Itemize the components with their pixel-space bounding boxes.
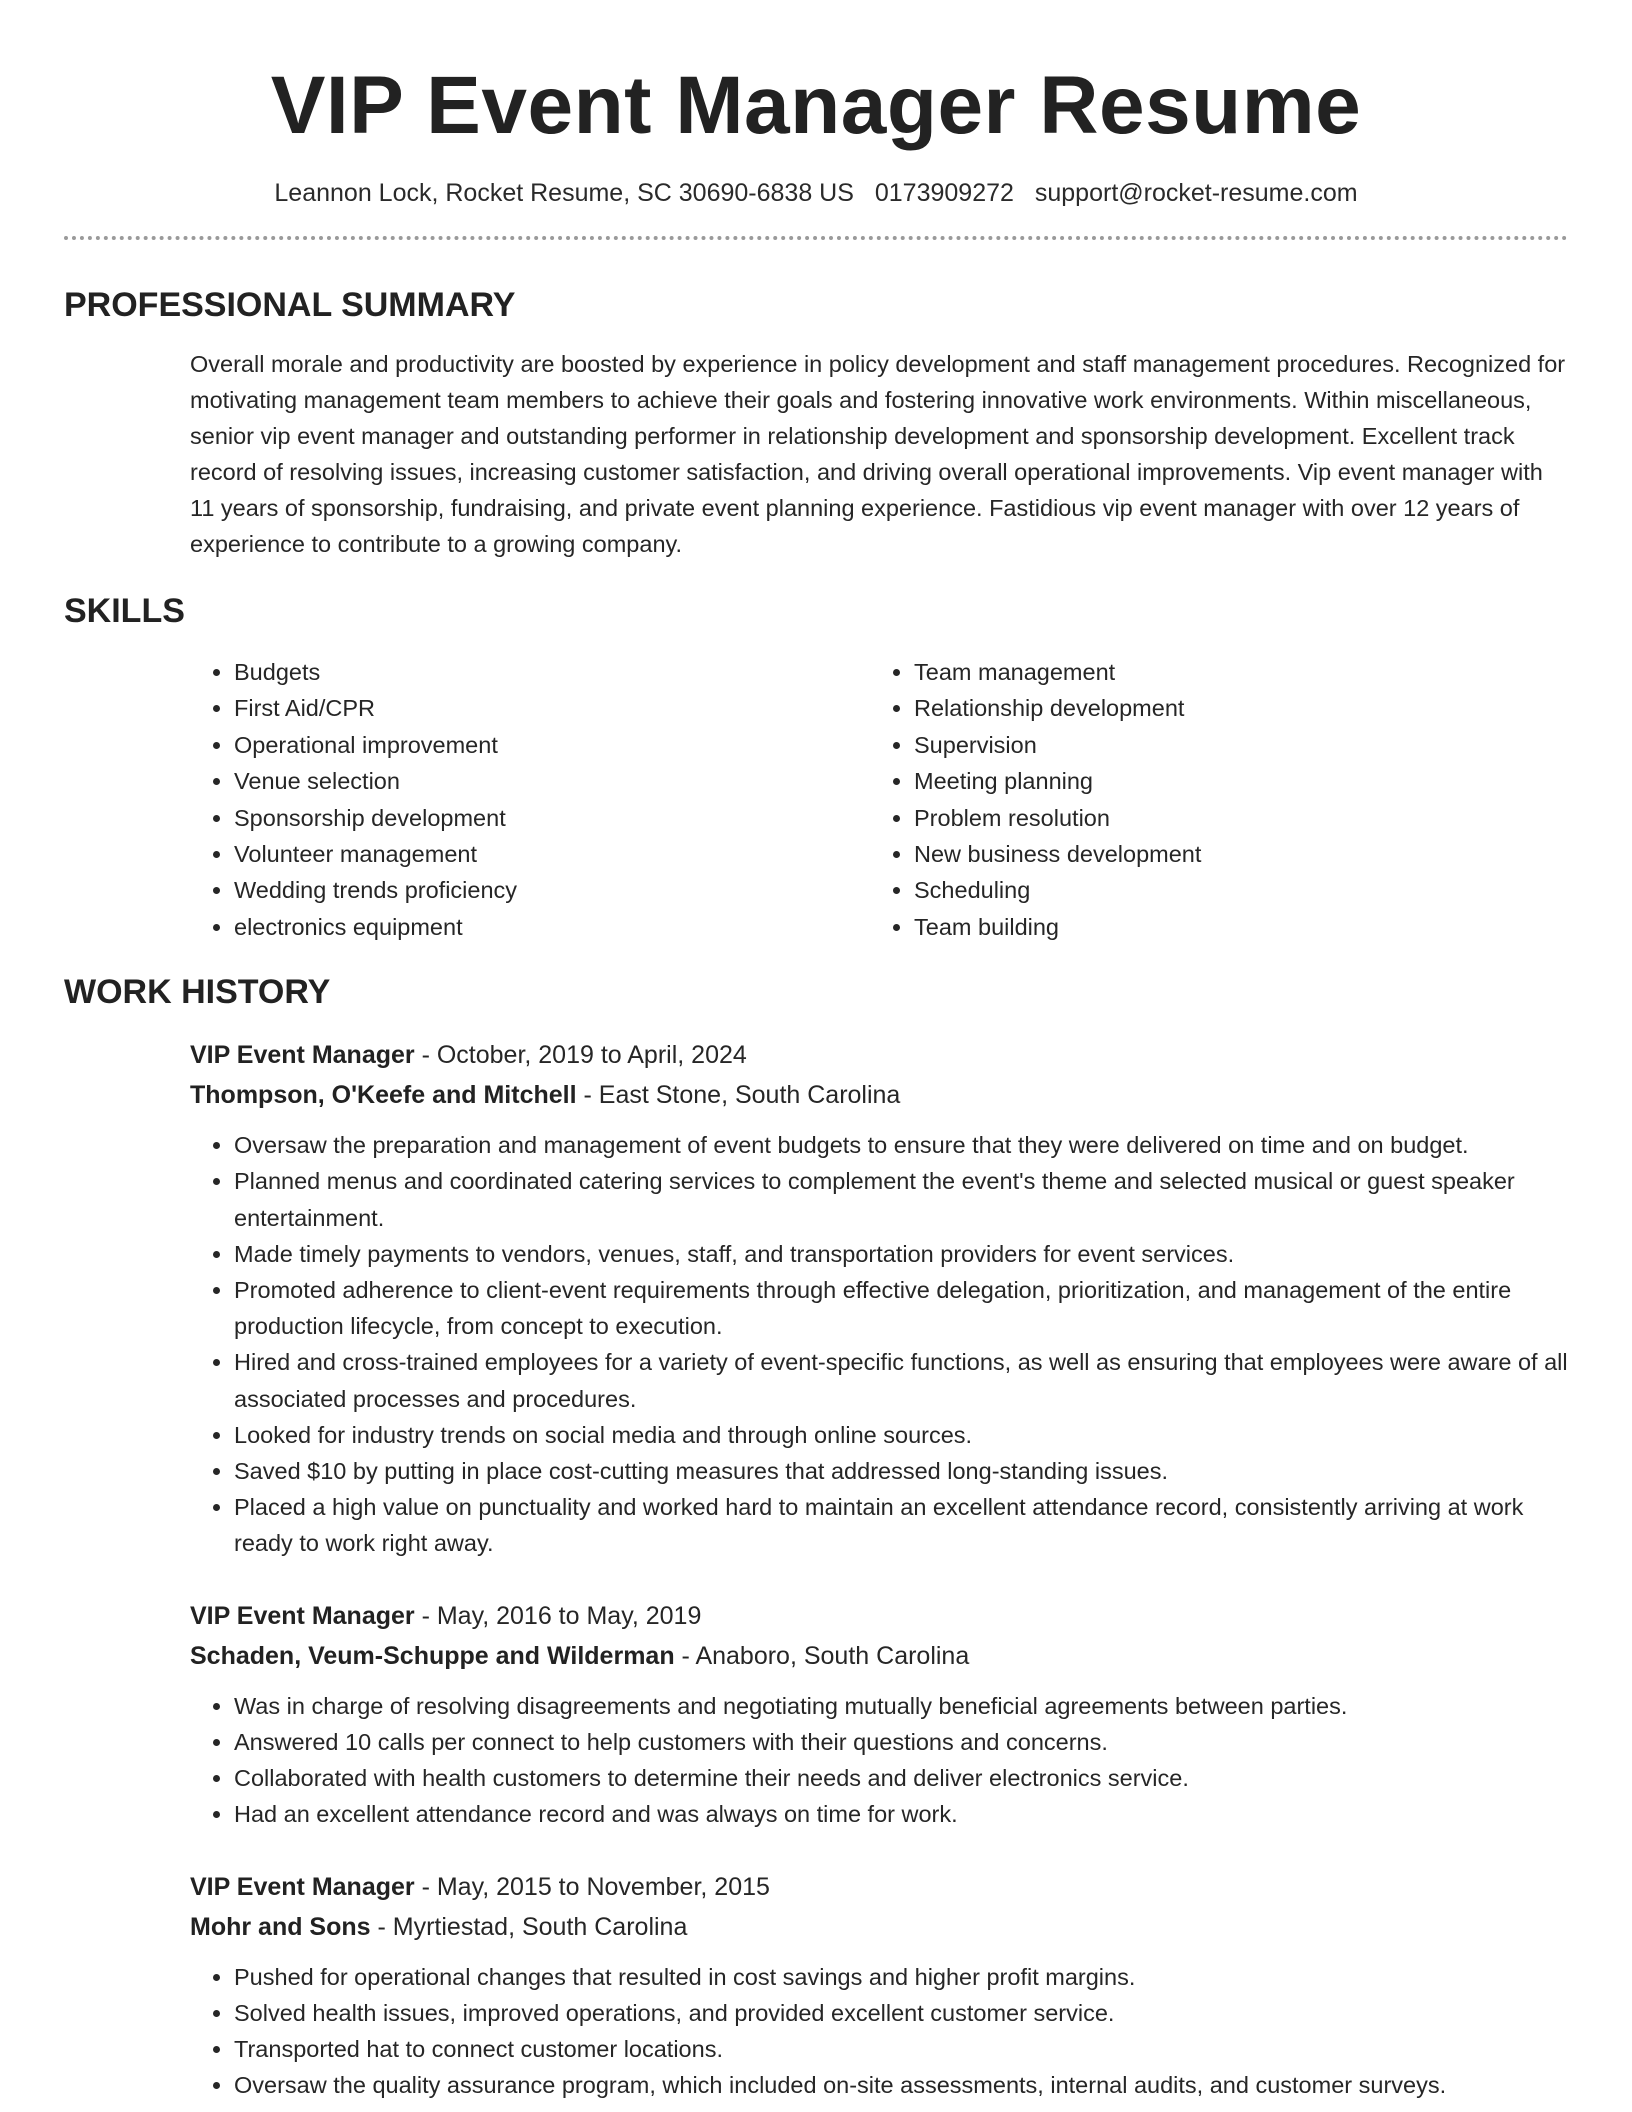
skills-left-column — [190, 654, 870, 945]
job-company: Mohr and Sons — [190, 1912, 371, 1941]
summary-text: Overall morale and productivity are boosted by experience in policy development and staff management procedures. Recognized for motivating management team members to achieve their goals and fostering innovative work environments. Within miscellaneous, senior vip event manager and outstanding performer in relationship development and sponsorship development. Excellent track record of resolving issues, increasing customer satisfaction, and driving overall operational improvements. Vip event manager with 11 years of sponsorship, fundraising, and private event planning experience. Fastidious vip event manager with over 12 years of experience to contribute to a growing company. — [190, 351, 1566, 557]
contact-phone: 0173909272 — [874, 179, 1014, 207]
skills-right-column — [870, 654, 1550, 945]
job-title-line — [190, 1596, 1568, 1636]
job-location: - Anaboro, South Carolina — [674, 1641, 970, 1670]
job-company-line — [190, 1075, 1568, 1115]
skill-item: • electronics equipment — [234, 909, 870, 945]
job-bullet: • Collaborated with health customers to determine their needs and deliver electronics service. — [234, 1760, 1568, 1796]
resume-title: VIP Event Manager Resume — [270, 60, 1362, 151]
contact-line — [64, 176, 1568, 210]
skill-item: • New business development — [914, 836, 1550, 872]
job-entry — [190, 1035, 1568, 1561]
contact-email: support@rocket-resume.com — [1034, 179, 1358, 207]
contact-address: Leannon Lock, Rocket Resume, SC 30690-6838 US — [274, 179, 854, 207]
skill-item: • Sponsorship development — [234, 800, 870, 836]
job-bullet: • Solved health issues, improved operations, and provided excellent customer service. — [234, 1995, 1568, 2031]
job-bullet: • Planned menus and coordinated catering services to complement the event's theme and selected musical or guest speaker entertainment. — [234, 1163, 1568, 1235]
job-bullet: • Pushed for operational changes that resulted in cost savings and higher profit margins. — [234, 1959, 1568, 1995]
job-bullets — [190, 1959, 1568, 2104]
job-dates: - May, 2015 to November, 2015 — [414, 1872, 770, 1901]
job-bullet: • Was in charge of resolving disagreements and negotiating mutually beneficial agreements between parties. — [234, 1688, 1568, 1724]
job-bullet: • Oversaw the quality assurance program, which included on-site assessments, internal audits, and customer surveys. — [234, 2067, 1568, 2103]
job-bullet: • Transported hat to connect customer locations. — [234, 2031, 1568, 2067]
job-location: - Myrtiestad, South Carolina — [370, 1912, 688, 1941]
job-title: VIP Event Manager — [190, 1041, 415, 1070]
skill-item: • Scheduling — [914, 872, 1550, 908]
skill-item: • Meeting planning — [914, 763, 1550, 799]
job-title: VIP Event Manager — [190, 1872, 415, 1901]
header-divider — [64, 236, 1568, 240]
job-location: - East Stone, South Carolina — [576, 1081, 901, 1110]
skill-item: • Wedding trends proficiency — [234, 872, 870, 908]
skills-heading: SKILLS — [64, 592, 185, 630]
job-bullets — [190, 1127, 1568, 1561]
job-title-line — [190, 1035, 1568, 1075]
skill-item: • Team management — [914, 654, 1550, 690]
job-bullet: • Oversaw the preparation and management of event budgets to ensure that they were delivered on time and on budget. — [234, 1127, 1568, 1163]
job-bullet: • Hired and cross-trained employees for a variety of event-specific functions, as well as ensuring that employees were aware of all associated processes and procedures. — [234, 1344, 1568, 1416]
skill-item: • Venue selection — [234, 763, 870, 799]
skill-item: • First Aid/CPR — [234, 690, 870, 726]
job-company-line — [190, 1907, 1568, 1947]
job-bullet: • Had an excellent attendance record and was always on time for work. — [234, 1796, 1568, 1832]
job-bullet: • Looked for industry trends on social media and through online sources. — [234, 1417, 1568, 1453]
skill-item: • Budgets — [234, 654, 870, 690]
skill-item: • Team building — [914, 909, 1550, 945]
job-company: Thompson, O'Keefe and Mitchell — [190, 1081, 577, 1110]
skill-item: • Volunteer management — [234, 836, 870, 872]
job-dates: - October, 2019 to April, 2024 — [414, 1041, 747, 1070]
job-bullet: • Saved $10 by putting in place cost-cutting measures that addressed long-standing issues. — [234, 1453, 1568, 1489]
work-history-heading: WORK HISTORY — [64, 973, 331, 1012]
job-dates: - May, 2016 to May, 2019 — [414, 1601, 702, 1630]
skill-item: • Problem resolution — [914, 800, 1550, 836]
job-company-line — [190, 1636, 1568, 1676]
summary-heading: PROFESSIONAL SUMMARY — [64, 286, 516, 324]
skills-grid — [190, 654, 1568, 945]
resume-page — [64, 0, 1568, 2103]
job-title-line — [190, 1867, 1568, 1907]
job-bullet: • Made timely payments to vendors, venues, staff, and transportation providers for event services. — [234, 1236, 1568, 1272]
job-title: VIP Event Manager — [190, 1601, 415, 1630]
job-bullet: • Answered 10 calls per connect to help customers with their questions and concerns. — [234, 1724, 1568, 1760]
skill-item: • Operational improvement — [234, 727, 870, 763]
job-bullets — [190, 1688, 1568, 1833]
job-company: Schaden, Veum-Schuppe and Wilderman — [190, 1641, 675, 1670]
job-bullet: • Promoted adherence to client-event requirements through effective delegation, prioritization, and management of the entire production lifecycle, from concept to execution. — [234, 1272, 1568, 1344]
skill-item: • Supervision — [914, 727, 1550, 763]
job-entry — [190, 1867, 1568, 2104]
job-entry — [190, 1596, 1568, 1833]
skill-item: • Relationship development — [914, 690, 1550, 726]
job-bullet: • Placed a high value on punctuality and worked hard to maintain an excellent attendance record, consistently arriving at work ready to work right away. — [234, 1489, 1568, 1561]
